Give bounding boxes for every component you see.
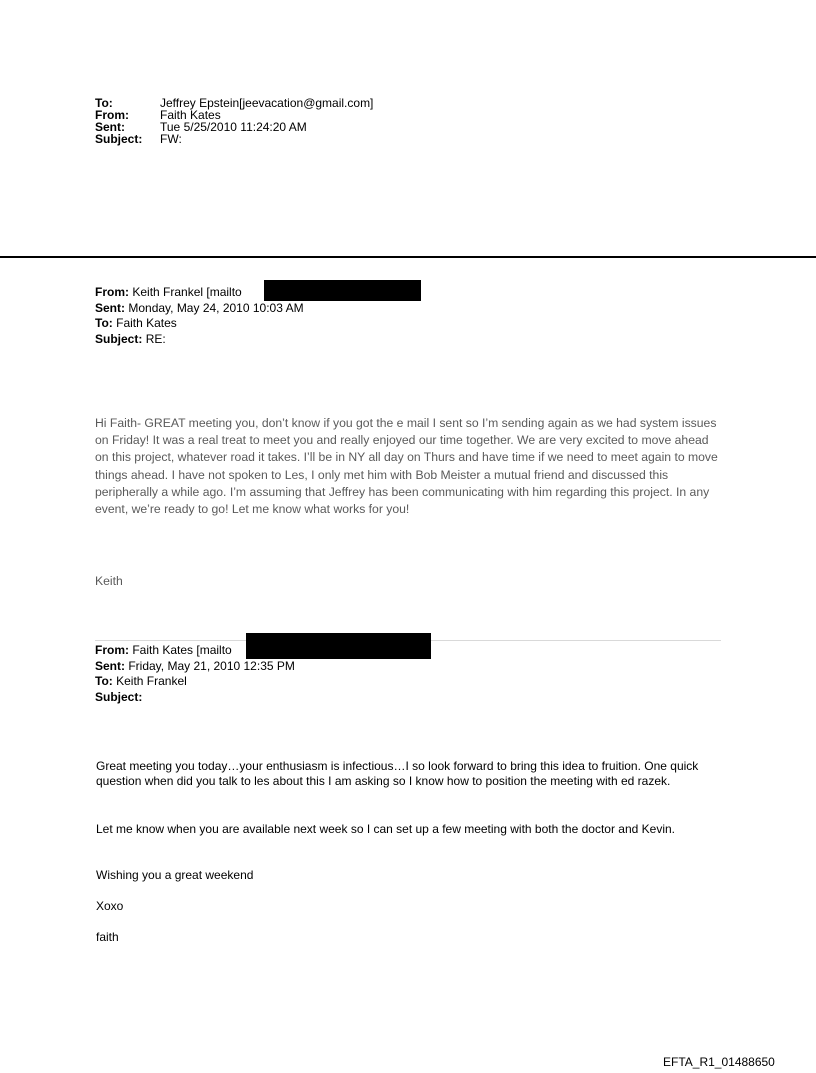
message1-to-value: Faith Kates [116,316,177,330]
redaction-box [246,633,431,659]
header-to-row [95,97,373,109]
message1-subject-line [95,332,304,348]
header-sent-value: Tue 5/25/2010 11:24:20 AM [160,120,307,134]
header-divider [0,256,816,258]
message1-from-label: From: [95,285,129,299]
message2-from-label: From: [95,643,129,657]
message2-from-value: Faith Kates [mailto [132,643,232,657]
message2-to-line [95,674,295,690]
message1-sent-value: Monday, May 24, 2010 10:03 AM [128,300,304,315]
message1-to-line [95,316,304,332]
message1-body: Hi Faith- GREAT meeting you, don’t know if you got the e mail I sent so I’m sending again as we had system issues on Friday! It was a real treat to meet you and really enjoyed our time together. We are very excited to move ahead on this project, whatever road it takes. I’ll be in NY all day on Thurs and have time if we need to meet again to move things ahead. I have not spoken to Les, I only met him with Bob Meister a mutual friend and discussed this peripherally a while ago. I’m assuming that Jeffrey has been communicating with him regarding this project. In any event, we’re ready to go! Let me know what works for you! [95,416,718,517]
message1-sent-line [95,301,304,317]
email-header [95,97,373,145]
header-from-value: Faith Kates [160,108,221,122]
header-subject-row [95,133,373,145]
message1-subject-value: RE: [145,331,166,346]
redaction-box [264,280,421,301]
document-id: EFTA_R1_01488650 [663,1055,775,1069]
message2-paragraph-4: Xoxo [96,899,124,913]
message1-from-value: Keith Frankel [mailto [132,285,242,299]
message1-subject-label: Subject: [95,331,143,346]
message2-to-label: To: [95,674,113,688]
header-sent-label: Sent: [95,120,125,134]
header-to-value: Jeffrey Epstein[jeevacation@gmail.com] [160,96,374,110]
message2-paragraph-3: Wishing you a great weekend [96,868,254,882]
message1-sent-label: Sent: [95,300,125,315]
message2-paragraph-2: Let me know when you are available next week so I can set up a few meeting with both the doctor and Kevin. [96,822,676,836]
message2-sent-line [95,659,295,675]
message2-to-value: Keith Frankel [116,674,187,688]
message2-sent-label: Sent: [95,658,125,673]
message1-signature: Keith [95,574,123,588]
message2-subject-line [95,690,295,706]
header-subject-value: FW: [160,132,182,146]
header-from-label: From: [95,108,129,122]
message2-sent-value: Friday, May 21, 2010 12:35 PM [128,658,295,673]
message2-subject-label: Subject: [95,689,143,704]
message2-paragraph-5: faith [96,930,119,944]
message1-to-label: To: [95,316,113,330]
header-to-label: To: [95,96,113,110]
message2-paragraph-1: Great meeting you today…your enthusiasm is infectious…I so look forward to bring this idea to fruition. One quick question when did you talk to les about this I am asking so I know how to position the meeting with ed razek. [96,759,699,788]
header-subject-label: Subject: [95,132,143,146]
